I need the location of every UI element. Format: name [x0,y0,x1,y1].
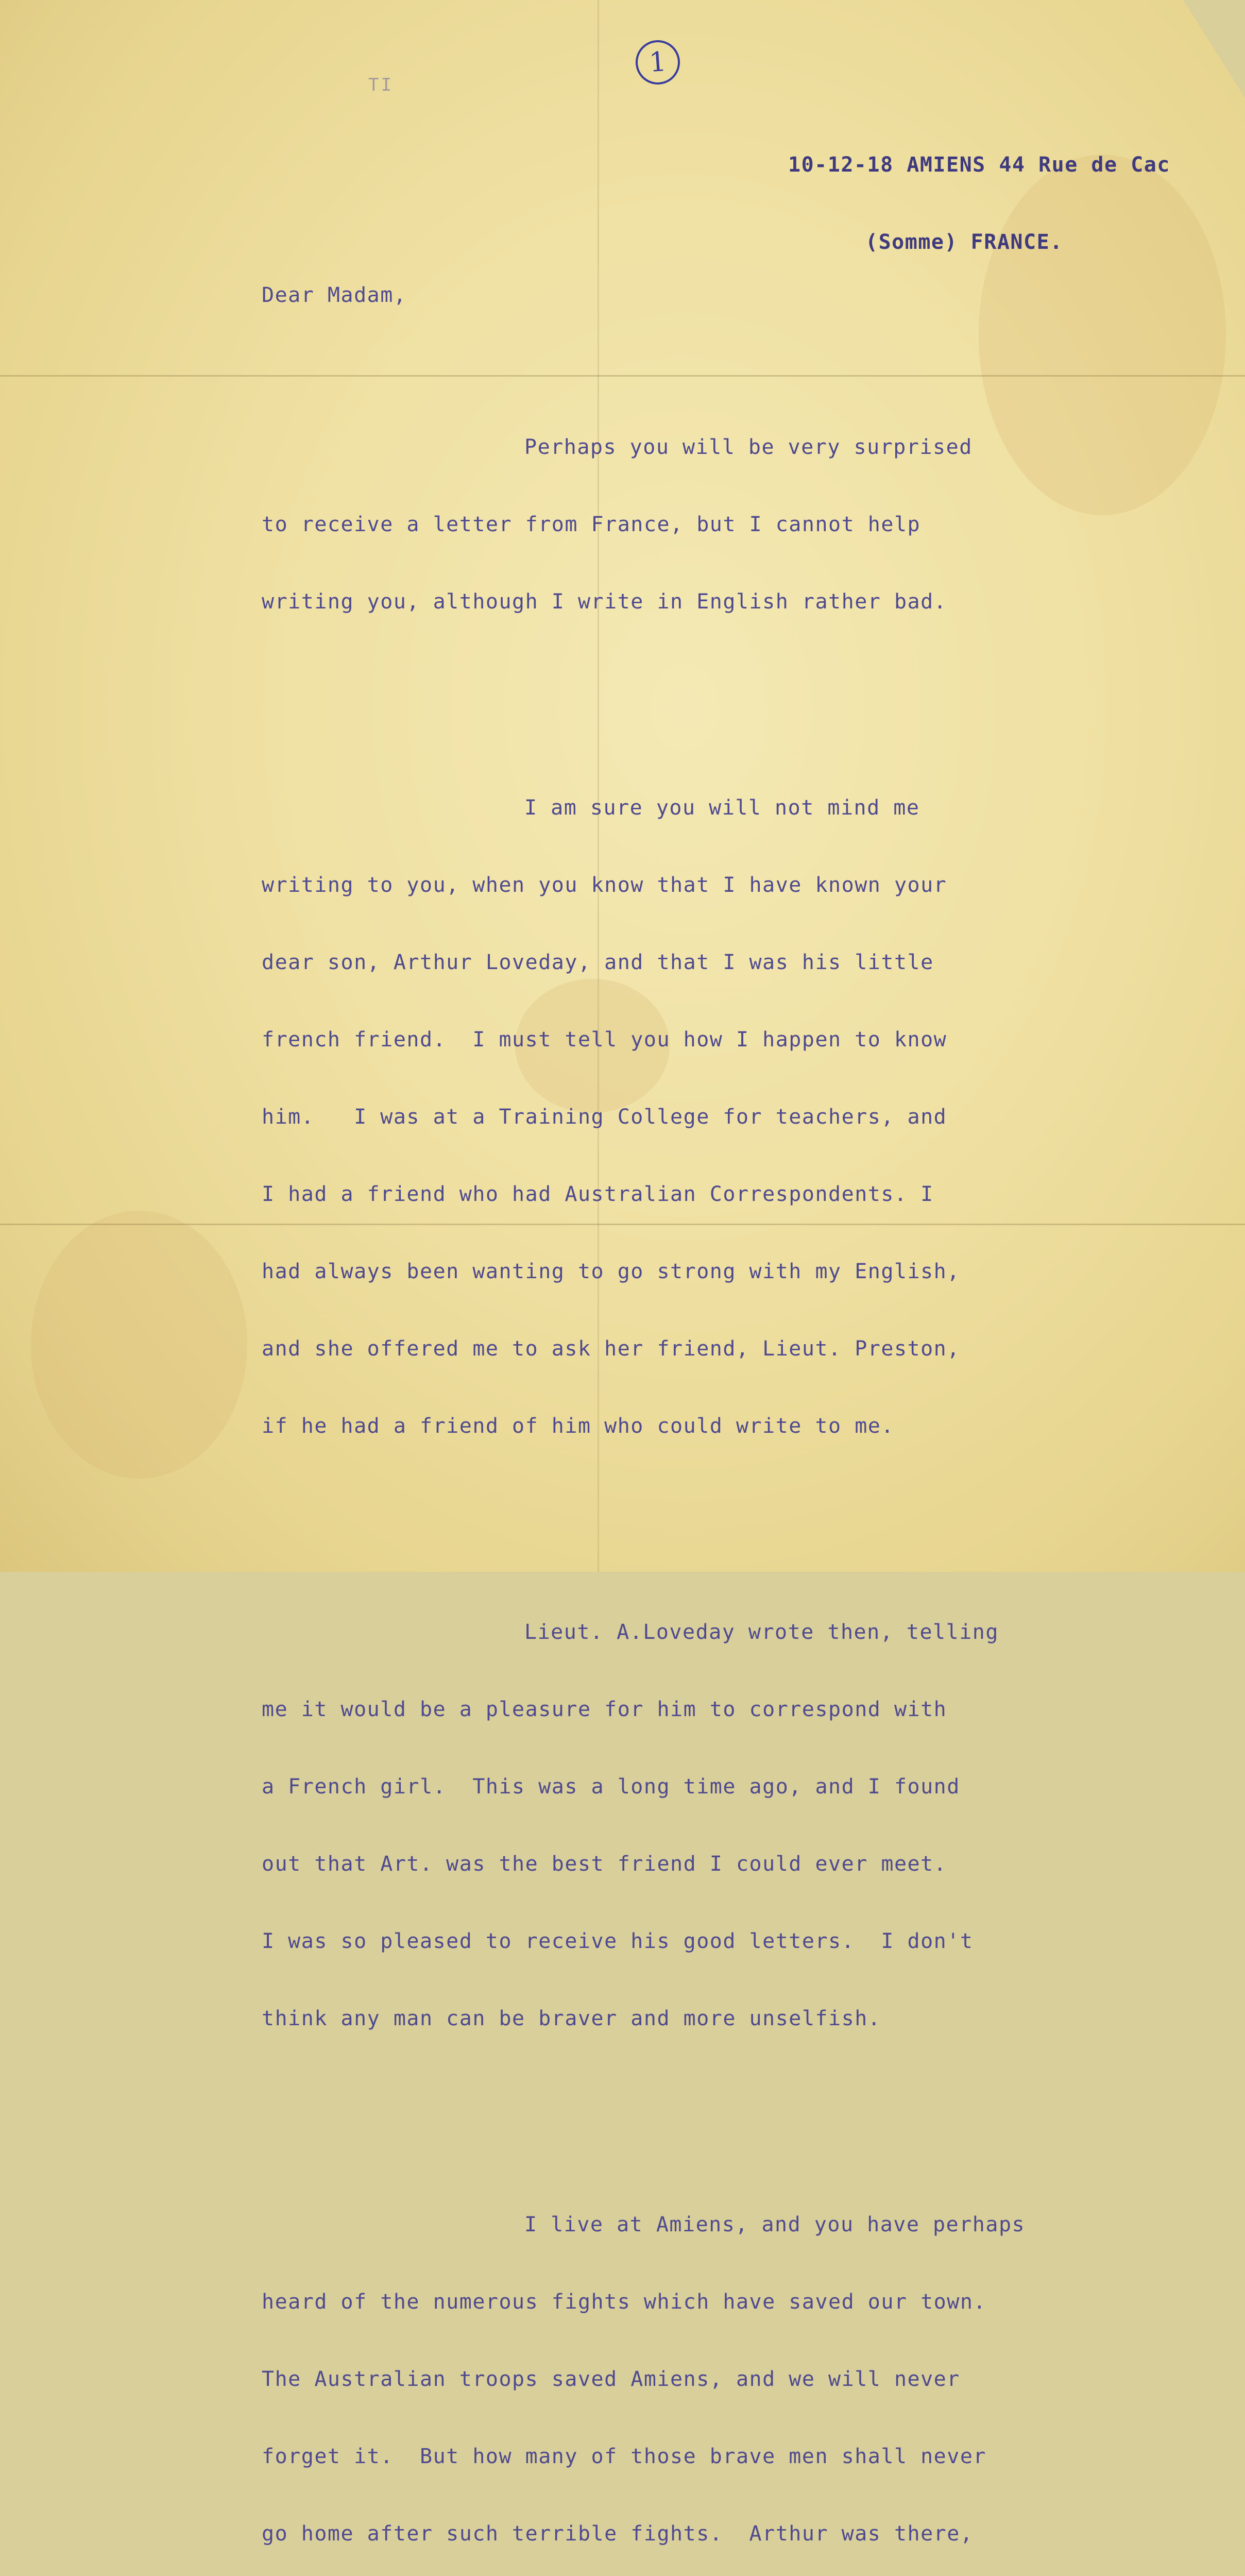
text-line: I had a friend who had Australian Correspondents. I [262,1182,934,1206]
torn-corner [1183,0,1245,98]
text-line: Lieut. A.Loveday wrote then, telling [524,1620,999,1644]
text-line: french friend. I must tell you how I happen to know [262,1028,947,1052]
text-line: to receive a letter from France, but I cannot help [262,513,921,536]
text-line: had always been wanting to go strong with my English, [262,1260,960,1283]
text-line: forget it. But how many of those brave men shall never [262,2445,987,2468]
text-line: if he had a friend of him who could write to me. [262,1414,894,1438]
text-line: I was so pleased to receive his good letters. I don't [262,1929,974,1953]
sender-address [788,100,1170,307]
text-line: and she offered me to ask her friend, Lieut. Preston, [262,1337,960,1361]
ink-smudge: TI [368,75,394,95]
salutation: Dear Madam, [262,283,407,307]
text-line: go home after such terrible fights. Arthur was there, [262,2522,974,2546]
text-line: him. I was at a Training College for teachers, and [262,1105,947,1129]
address-line: (Somme) FRANCE. [865,230,1063,254]
text-line: The Australian troops saved Amiens, and we will never [262,2367,960,2391]
text-line: writing you, although I write in English rather bad. [262,590,947,614]
page-number: 1 [634,39,681,86]
paragraph [262,743,1158,1490]
text-line: heard of the numerous fights which have saved our town. [262,2290,987,2314]
address-line: 10-12-18 AMIENS 44 Rue de Cac [788,153,1170,177]
text-line: out that Art. was the best friend I could ever meet. [262,1852,947,1876]
text-line: dear son, Arthur Loveday, and that I was his little [262,951,934,974]
text-line: I live at Amiens, and you have perhaps [524,2213,1026,2236]
paragraph [262,2160,1158,2576]
paragraph [262,1568,1158,2083]
text-line: a French girl. This was a long time ago, and I found [262,1775,960,1799]
text-line: think any man can be braver and more unselfish. [262,2007,881,2030]
text-line: I am sure you will not mind me [524,796,920,820]
letter-body [262,331,1158,2576]
text-line: writing to you, when you know that I have known your [262,873,947,897]
text-line: Perhaps you will be very surprised [524,435,973,459]
paper-stain [31,1211,247,1479]
paragraph [262,383,1158,666]
text-line: me it would be a pleasure for him to correspond with [262,1698,947,1721]
